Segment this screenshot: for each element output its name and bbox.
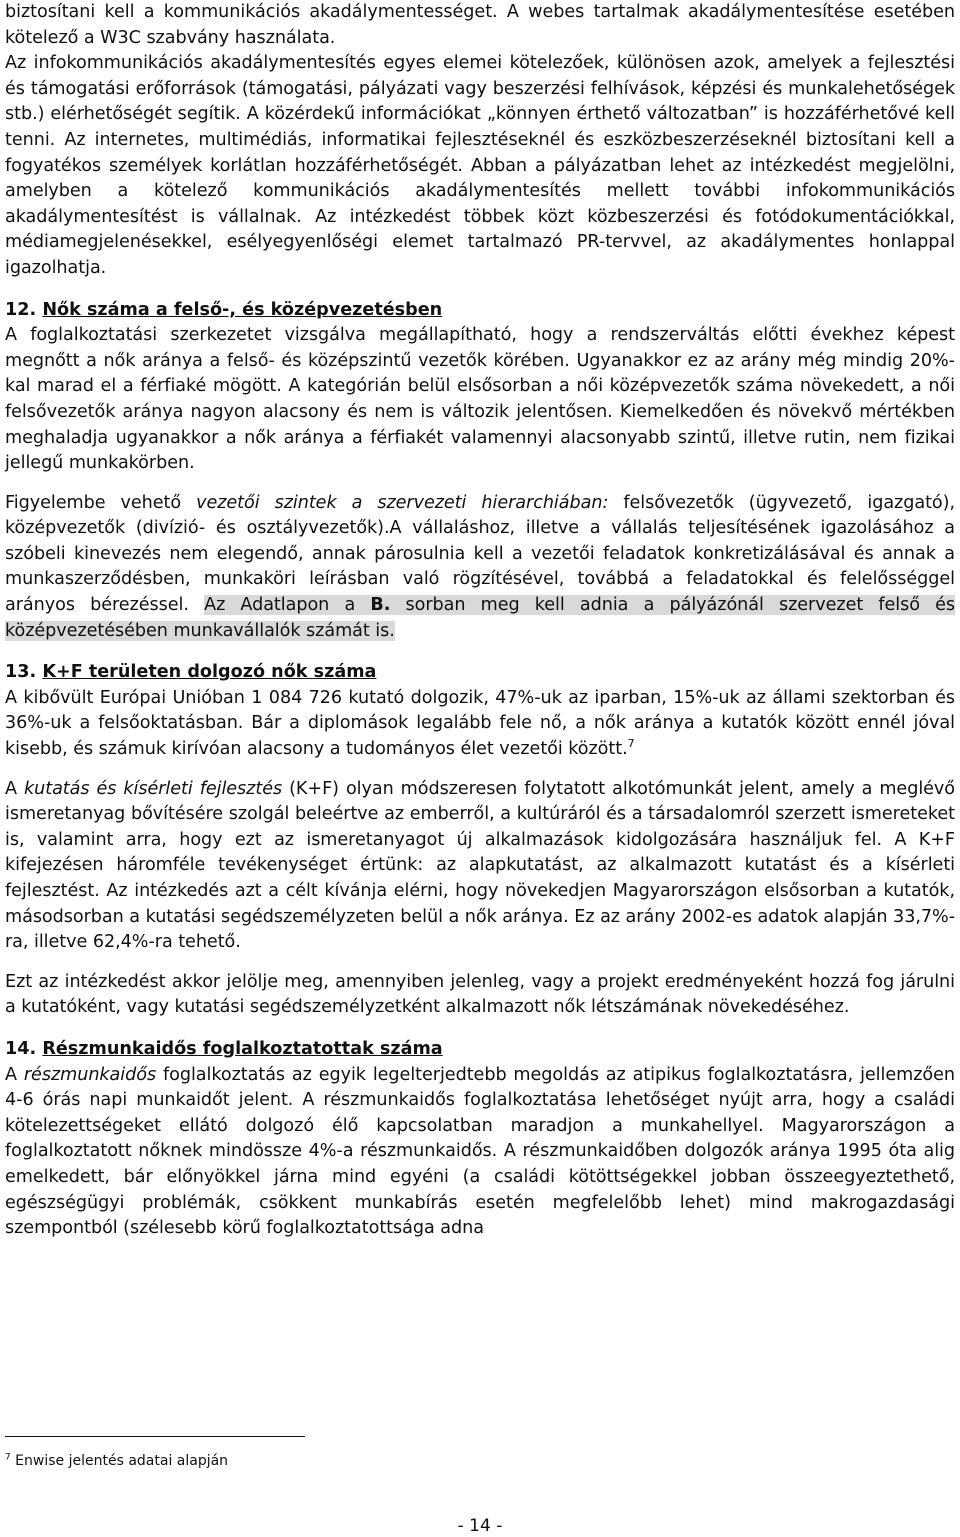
section-14-p1-italic: részmunkaidős (23, 1064, 157, 1085)
footnote-number: 7 (5, 1452, 11, 1463)
section-12-p2-lead: Figyelembe vehető (5, 492, 197, 513)
footnote-text: Enwise jelentés adatai alapján (10, 1453, 229, 1469)
section-13-paragraph-3: Ezt az intézkedést akkor jelölje meg, amennyiben jelenleg, vagy a projekt eredményeként hozzá fog járulni a kutatóként, vagy kutatási segédszemélyzetként alkalmazott nők létszámának növekedéséhez. (5, 971, 955, 1018)
paragraph-infocomm-accessibility: Az infokommunikációs akadálymentesítés egyes elemei kötelezőek, különösen azok, amelyek a fejlesztési és támogatási erőforrások (támogatási, pályázati vagy beszerzési felhívások, képzési és munkalehetőségek stb.) elérhetőségét segítik. A közérdekű információkat „könnyen érthető változatban” is hozzáférhetővé kell tenni. Az internetes, multimédiás, informatikai fejlesztéseknél és eszközbeszerzéseknél biztosítani kell a fogyatékos személyek korlátlan hozzáférhetőségét. Abban a pályázatban lehet az intézkedést megjelölni, amelyben a kötelező kommunikációs akadálymentesítés mellett további infokommunikációs akadálymentesítést is vállalnak. Az intézkedést többek közt közbeszerzési és fotódokumentációkkal, médiamegjelenésekkel, esélyegyenlőségi elemet tartalmazó PR-tervvel, az akadálymentes honlappal igazolhatja. (5, 53, 955, 278)
highlight-part-a: Az Adatlapon a (204, 595, 371, 616)
section-12-p2-rest: felsővezetők (ügyvezető, igazgató), középvezetők (divízió- és osztályvezetők).A vállaláshoz, illetve a vállalás teljesítésének igazolásához a szóbeli kinevezés nem elegendő, annak párosulnia kell a vezetői feladatok konkretizálásával és annak a munkaszerződésben, munkaköri leírásban való rögzítésével, továbbá a feladatokkal és felelősséggel arányos bérezéssel. (5, 492, 956, 616)
section-14-number: 14. (5, 1038, 37, 1059)
document-page (5, 0, 955, 1242)
section-12-heading (5, 298, 955, 324)
section-12-number: 12. (5, 299, 37, 320)
section-12-title: Nők száma a felső-, és középvezetésben (42, 299, 443, 320)
highlight-part-c: sorban meg kell adnia a pályázónál szervezet felső és középvezetésében munkavállalók számát is. (5, 595, 955, 641)
section-13-number: 13. (5, 662, 37, 683)
section-14-p1-rest: foglalkoztatás az egyik legelterjedtebb megoldás az atipikus foglalkoztatásra, jellemzően 4-6 órás napi munkaidőt jelent. A részmunkaidős foglalkoztatása lehetőséget nyújt arra, hogy a családi kötelezettségeket ellátó dolgozó élő kapcsolatban maradjon a munkahellyel. Magyarországon a foglalkoztatott nőknek mindössze 4%-a részmunkaidős. A részmunkaidőben dolgozók aránya 1995 óta alig emelkedett, bár előnyökkel járna mind egyéni (a családi kötöttségekkel jobban összeegyeztethető, egészségügyi problémák, csökkent munkabírás esetén megfelelőbb lehet) mind makrogazdasági szempontból (szélesebb körű foglalkoztatottsága adna (5, 1064, 955, 1239)
section-13-p2-rest: (K+F) olyan módszeresen folytatott alkotómunkát jelent, amely a meglévő ismeretanyag bővítésére szolgál beleértve az emberről, a kultúráról és a társadalomról szerzett ismereteket is, valamint arra, hogy ezt az ismeretanyagot új alkalmazások kidolgozására használjuk fel. A K+F kifejezésen háromféle tevékenységet értünk: az alapkutatást, az alkalmazott kutatást és a kísérleti fejlesztést. Az intézkedés azt a célt kívánja elérni, hogy növekedjen Magyarországon elsősorban a kutatók, másodsorban a kutatási segédszemélyzeten belül a nők aránya. Ez az arány 2002-es adatok alapján 33,7%-ra, illetve 62,4%-ra tehető. (5, 778, 956, 953)
section-14-paragraph-1 (5, 1063, 955, 1242)
paragraph-accessibility-intro: biztosítani kell a kommunikációs akadálymentességet. A webes tartalmak akadálymentesítése esetében kötelező a W3C szabvány használata. (5, 2, 955, 48)
section-13-p2-italic: kutatás és kísérleti fejlesztés (23, 778, 283, 799)
page-number: - 14 - (457, 1516, 503, 1536)
section-13-heading (5, 660, 955, 686)
section-13-title: K+F területen dolgozó nők száma (42, 662, 377, 683)
section-13-paragraph-2 (5, 777, 955, 956)
section-13-p1-text: A kibővült Európai Unióban 1 084 726 kutató dolgozik, 47%-uk az iparban, 15%-uk az állami szektorban és 36%-uk a felsőoktatásban. Bár a diplomások legalább fele nő, a nők aránya a kutatók között ennél jóval kisebb, és számuk kirívóan alacsony a tudományos élet vezetői között. (5, 687, 955, 760)
section-14-heading (5, 1037, 955, 1063)
footnote-divider (5, 1436, 305, 1437)
highlight-bold-b: B. (370, 595, 391, 616)
section-14-title: Részmunkaidős foglalkoztatottak száma (42, 1038, 443, 1059)
section-13-paragraph-1 (5, 686, 955, 763)
section-12-paragraph-1: A foglalkoztatási szerkezetet vizsgálva megállapítható, hogy a rendszerváltás előtti évekhez képest megnőtt a nők aránya a felső- és középszintű vezetők körében. Ugyanakkor ez az arány még mindig 20%-kal marad el a férfiaké mögött. A kategórián belül elsősorban a női középvezetők száma növekedett, a női felsővezetők aránya nagyon alacsony és nem is változik jelentősen. Kiemelkedően és növekvő mértékben meghaladja ugyanakkor a nők aránya a férfiakét valamennyi alacsonyabb szintű, illetve rutin, nem fizikai jellegű munkakörben. (5, 325, 955, 474)
section-14-p1-lead: A (5, 1064, 24, 1085)
footnote-reference[interactable]: 7 (627, 737, 635, 751)
section-12-p2-italic: vezetői szintek a szervezeti hierarchiában: (196, 492, 609, 513)
section-12-paragraph-2 (5, 491, 955, 645)
section-13-p2-lead: A (5, 778, 24, 799)
footnote (5, 1452, 228, 1470)
